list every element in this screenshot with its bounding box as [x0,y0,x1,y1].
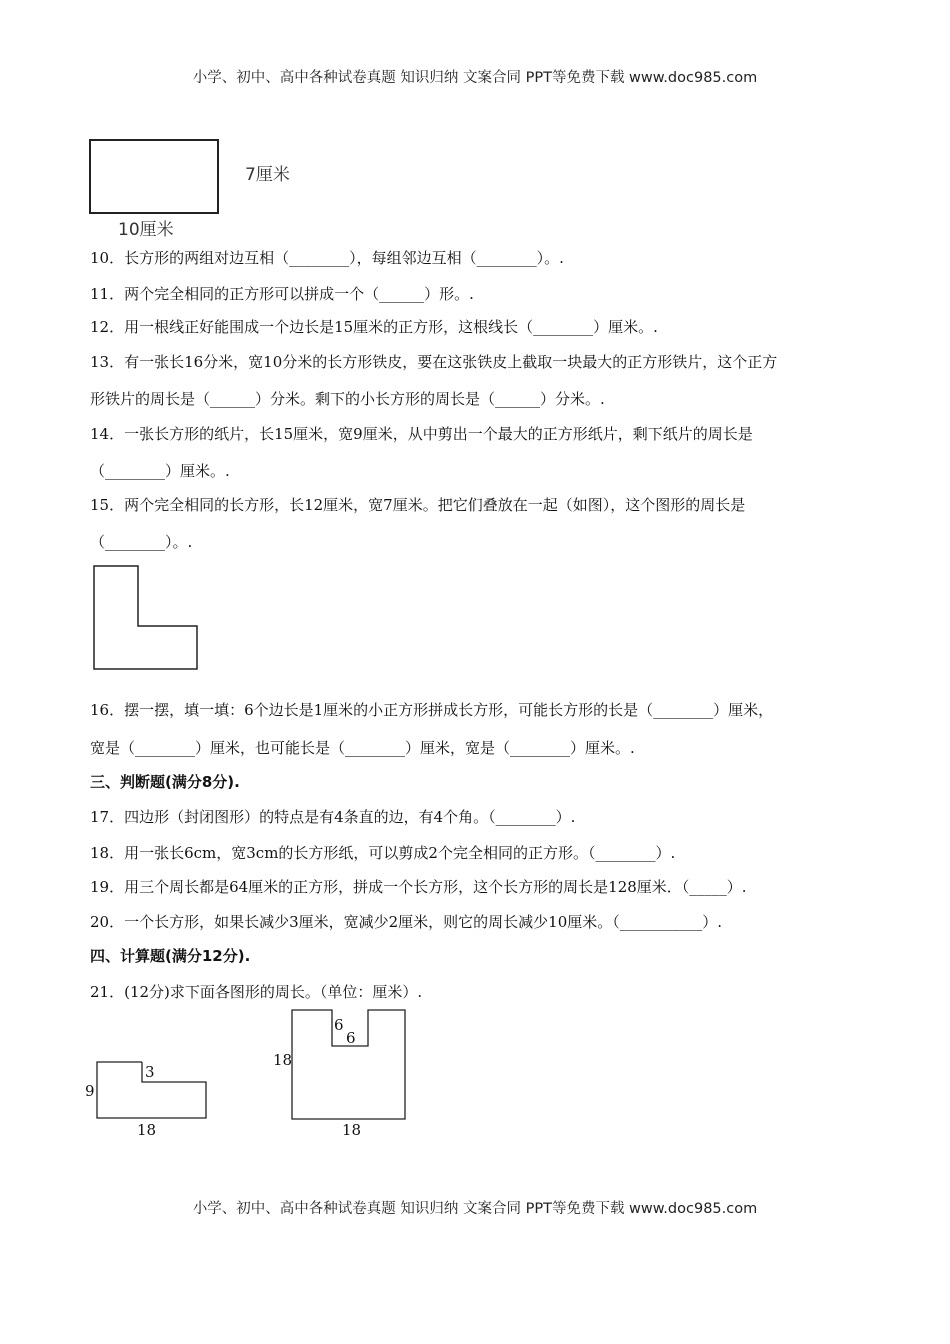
question-11: 11．两个完全相同的正方形可以拼成一个（______）形。. [90,285,474,303]
question-15-line2: （________）。. [90,533,193,551]
question-18: 18．用一张长6cm，宽3cm的长方形纸，可以剪成2个完全相同的正方形。（________）. [90,844,676,862]
question-20: 20．一个长方形，如果长减少3厘米，宽减少2厘米，则它的周长减少10厘米。（___________）. [90,913,723,931]
question-10: 10．长方形的两组对边互相（________），每组邻边互相（________）。. [90,249,564,267]
question-12: 12．用一根线正好能围成一个边长是15厘米的正方形，这根线长（________）厘米。. [90,318,658,336]
question-13-line2: 形铁片的周长是（______）分米。剩下的小长方形的周长是（______）分米。. [90,390,605,408]
fig1-left-label: 9 [85,1082,95,1100]
rect-bottom-label: 10厘米 [118,220,174,240]
question-14-line2: （________）厘米。. [90,462,230,480]
question-15-line1: 15．两个完全相同的长方形，长12厘米，宽7厘米。把它们叠放在一起（如图），这个图形的周长是 [90,496,746,514]
fig2-left-label: 18 [273,1051,293,1069]
question-13-line1: 13．有一张长16分米，宽10分米的长方形铁皮，要在这张铁皮上截取一块最大的正方形铁片，这个正方 [90,353,778,371]
fig1-notch-label: 3 [145,1063,155,1081]
fig1-bottom-label: 18 [137,1121,157,1139]
page-footer: 小学、初中、高中各种试卷真题 知识归纳 文案合同 PPT等免费下载 www.doc985.com [192,1201,758,1217]
fig2-notch-width-label: 6 [346,1029,356,1047]
section-3-title: 三、判断题(满分8分). [90,773,240,791]
fig2-bottom-label: 18 [342,1121,362,1139]
question-16-line1: 16．摆一摆，填一填：6个边长是1厘米的小正方形拼成长方形，可能长方形的长是（________）厘米， [90,701,774,719]
page-header: 小学、初中、高中各种试卷真题 知识归纳 文案合同 PPT等免费下载 www.doc985.com [192,70,758,86]
section-4-title: 四、计算题(满分12分). [90,947,251,965]
question-19: 19．用三个周长都是64厘米的正方形，拼成一个长方形，这个长方形的周长是128厘米．（_____）. [90,878,747,896]
question-14-line1: 14．一张长方形的纸片，长15厘米，宽9厘米，从中剪出一个最大的正方形纸片，剩下纸片的周长是 [90,425,753,443]
question-21: 21．(12分)求下面各图形的周长。（单位：厘米）. [90,983,423,1001]
fig2-notch-height-label: 6 [334,1016,344,1034]
question-17: 17．四边形（封闭图形）的特点是有4条直的边，有4个角。（________）. [90,808,576,826]
rect-side-label: 7厘米 [245,165,290,185]
question-16-line2: 宽是（________）厘米，也可能长是（________）厘米，宽是（________）厘米。. [90,739,635,757]
